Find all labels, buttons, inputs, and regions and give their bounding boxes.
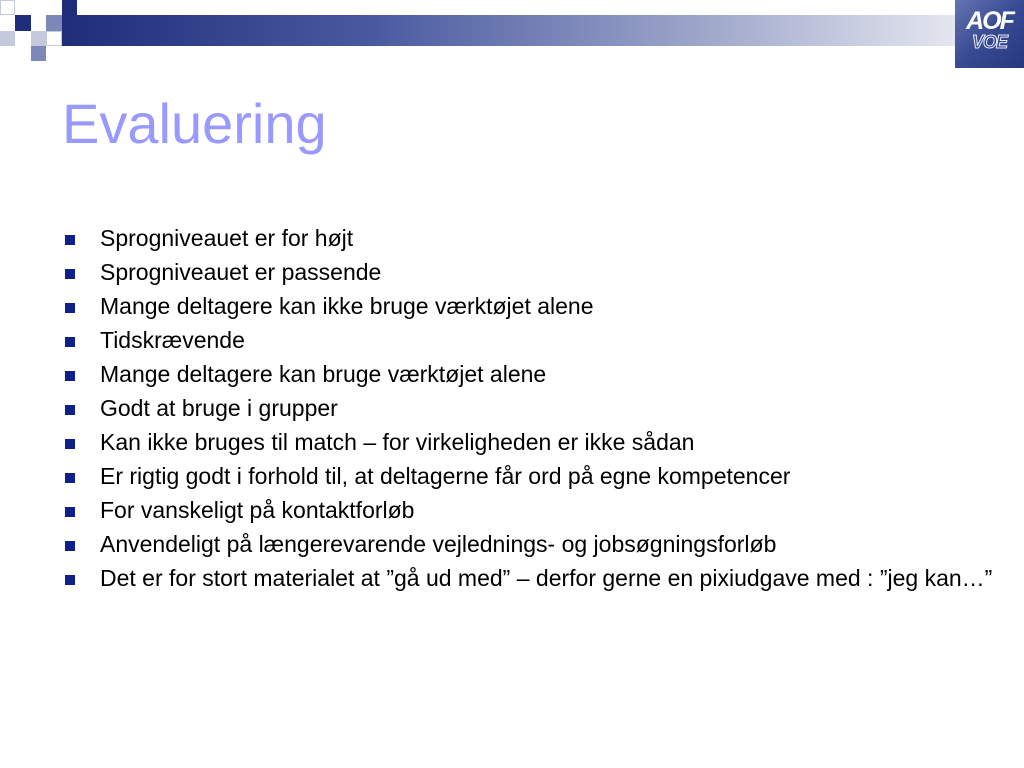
bullet-text: Tidskrævende bbox=[100, 327, 245, 353]
decor-square bbox=[0, 31, 15, 46]
bullet-text: Det er for stort materialet at ”gå ud med” – derfor gerne en pixiudgave med : ”jeg kan…” bbox=[100, 565, 993, 591]
bullet-item bbox=[62, 259, 1002, 286]
decor-square bbox=[62, 0, 77, 15]
bullet-item bbox=[62, 293, 1002, 320]
bullet-text: Godt at bruge i grupper bbox=[100, 395, 338, 421]
bullet-text: Kan ikke bruges til match – for virkeligheden er ikke sådan bbox=[100, 429, 695, 455]
square-bullet-icon bbox=[65, 541, 75, 551]
square-bullet-icon bbox=[65, 371, 75, 381]
bullet-text: Er rigtig godt i forhold til, at deltagerne får ord på egne kompetencer bbox=[100, 463, 791, 489]
logo-text-bottom: VOE bbox=[971, 32, 1007, 52]
bullet-item bbox=[62, 225, 1002, 252]
bullet-item bbox=[62, 327, 1002, 354]
square-bullet-icon bbox=[65, 507, 75, 517]
square-bullet-icon bbox=[65, 337, 75, 347]
bullet-text: Sprogniveauet er for højt bbox=[100, 225, 354, 251]
bullet-item bbox=[62, 531, 1002, 558]
slide-title: Evaluering bbox=[62, 92, 327, 155]
decor-square bbox=[0, 0, 15, 15]
bullet-item bbox=[62, 361, 1002, 388]
square-bullet-icon bbox=[65, 303, 75, 313]
square-bullet-icon bbox=[65, 439, 75, 449]
decor-square bbox=[46, 31, 62, 46]
decor-square bbox=[31, 46, 46, 61]
bullet-item bbox=[62, 395, 1002, 422]
bullet-text: Anvendeligt på længerevarende vejlednings- og jobsøgningsforløb bbox=[100, 531, 777, 557]
square-bullet-icon bbox=[65, 405, 75, 415]
square-bullet-icon bbox=[65, 575, 75, 585]
bullet-text: Sprogniveauet er passende bbox=[100, 259, 382, 285]
header-gradient-bar bbox=[62, 15, 955, 46]
bullet-text: For vanskeligt på kontaktforløb bbox=[100, 497, 415, 523]
bullet-item bbox=[62, 497, 1002, 524]
square-bullet-icon bbox=[65, 473, 75, 483]
decor-square bbox=[15, 15, 31, 31]
decor-square bbox=[46, 15, 62, 31]
bullet-list bbox=[62, 225, 1002, 599]
aof-logo bbox=[955, 0, 1024, 68]
bullet-item bbox=[62, 429, 1002, 456]
bullet-text: Mange deltagere kan ikke bruge værktøjet alene bbox=[100, 293, 594, 319]
bullet-item bbox=[62, 565, 1002, 592]
bullet-item bbox=[62, 463, 1002, 490]
square-bullet-icon bbox=[65, 235, 75, 245]
logo-text-top: AOF bbox=[966, 7, 1013, 35]
decor-square bbox=[31, 31, 46, 46]
square-bullet-icon bbox=[65, 269, 75, 279]
bullet-text: Mange deltagere kan bruge værktøjet alene bbox=[100, 361, 547, 387]
